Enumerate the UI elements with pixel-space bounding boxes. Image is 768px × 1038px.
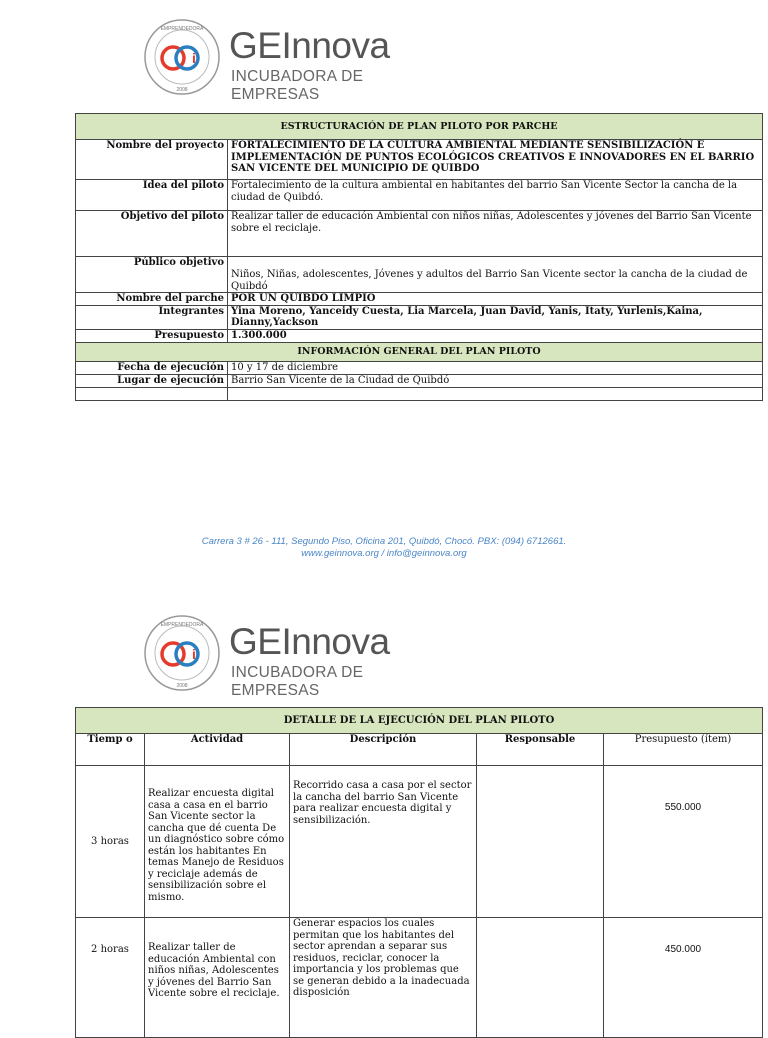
table-row	[76, 293, 763, 306]
row-label: Público objetivo	[76, 257, 228, 293]
geinnova-logo	[143, 18, 413, 103]
brand-subtitle: INCUBADORA DE EMPRESAS	[231, 664, 364, 699]
activity-cell: Realizar encuesta digital casa a casa en el barrio San Vicente sector la cancha que dé cuenta De un diagnóstico sobre cómo están los habitantes En temas Manejo de Residuos y reciclaje además de sensibilización sobre el mismo.	[145, 766, 290, 918]
table-header-row	[76, 734, 763, 766]
svg-text:EMPRENDEDORA: EMPRENDEDORA	[160, 622, 204, 628]
execution-detail-title: DETALLE DE LA EJECUCIÓN DEL PLAN PILOTO	[76, 708, 763, 734]
row-label: Integrantes	[76, 305, 228, 329]
table-row	[76, 140, 763, 180]
table-row	[76, 257, 763, 293]
table-row	[76, 211, 763, 257]
pilot-idea-value: Fortalecimiento de la cultura ambiental en habitantes del barrio San Vicente Sector la cancha de la ciudad de Quibdó.	[228, 180, 763, 211]
plan-structure-title: ESTRUCTURACIÓN DE PLAN PILOTO POR PARCHE	[76, 114, 763, 140]
row-label: Nombre del parche	[76, 293, 228, 306]
geinnova-seal-icon	[143, 18, 221, 96]
row-label: Fecha de ejecución	[76, 361, 228, 374]
responsible-cell	[477, 766, 604, 918]
brand-subtitle: INCUBADORA DE EMPRESAS	[231, 68, 364, 103]
time-cell: 3 horas	[76, 766, 145, 918]
svg-text:2008: 2008	[176, 87, 188, 93]
svg-text:2008: 2008	[176, 683, 188, 689]
table-row	[76, 387, 763, 400]
table-row	[76, 918, 763, 1038]
footer-web: www.geinnova.org / info@geinnova.org	[301, 548, 467, 559]
members-value: Yina Moreno, Yanceidy Cuesta, Lia Marcela, Juan David, Yanis, Itaty, Yurlenis,Kaina, Dianny,Yackson	[228, 305, 763, 329]
table-row	[76, 305, 763, 329]
execution-place-value: Barrio San Vicente de la Ciudad de Quibdó	[228, 374, 763, 387]
execution-date-value: 10 y 17 de diciembre	[228, 361, 763, 374]
geinnova-logo	[143, 614, 413, 699]
brand-name: GEInnova	[229, 621, 390, 662]
row-label: Objetivo del piloto	[76, 211, 228, 257]
col-header-time: Tiemp o	[76, 734, 145, 766]
responsible-cell	[477, 918, 604, 1038]
row-label: Idea del piloto	[76, 180, 228, 211]
budget-cell: 550.000	[604, 766, 763, 918]
group-name-value: POR UN QUIBDO LIMPIO	[228, 293, 763, 306]
svg-text:i: i	[192, 646, 196, 662]
general-info-title: INFORMACIÓN GENERAL DEL PLAN PILOTO	[76, 342, 763, 361]
svg-text:EMPRENDEDORA: EMPRENDEDORA	[160, 26, 204, 32]
footer-address: Carrera 3 # 26 - 111, Segundo Piso, Oficina 201, Quibdó, Chocó. PBX: (094) 6712661.	[201, 536, 567, 547]
description-cell: Recorrido casa a casa por el sector la cancha del barrio San Vicente para realizar encuesta digital y sensibilización.	[290, 766, 477, 918]
target-audience-value: Niños, Niñas, adolescentes, Jóvenes y adultos del Barrio San Vicente sector la cancha de la ciudad de Quibdó	[228, 257, 763, 293]
budget-cell: 450.000	[604, 918, 763, 1038]
activity-cell: Realizar taller de educación Ambiental con niños niñas, Adolescentes y jóvenes del Barrio San Vicente sobre el reciclaje.	[145, 918, 290, 1038]
time-cell: 2 horas	[76, 918, 145, 1038]
row-label: Presupuesto	[76, 329, 228, 342]
svg-text:i: i	[192, 50, 196, 66]
table-row	[76, 766, 763, 918]
description-cell: Generar espacios los cuales permitan que los habitantes del sector aprendan a separar sus residuos, reciclar, conocer la importancia y los problemas que se generan debido a la inadecuada disposición	[290, 918, 477, 1038]
col-header-responsible: Responsable	[477, 734, 604, 766]
budget-value: 1.300.000	[228, 329, 763, 342]
col-header-description: Descripción	[290, 734, 477, 766]
row-label: Nombre del proyecto	[76, 140, 228, 180]
pilot-objective-value: Realizar taller de educación Ambiental con niños niñas, Adolescentes y jóvenes del Barrio San Vicente sobre el reciclaje.	[228, 211, 763, 257]
table-row	[76, 361, 763, 374]
project-name-value: FORTALECIMIENTO DE LA CULTURA AMBIENTAL MEDIANTE SENSIBILIZACIÓN E IMPLEMENTACIÓN DE PUNTOS ECOLÓGICOS CREATIVOS E INNOVADORES EN EL BARRIO SAN VICENTE DEL MUNICIPIO DE QUIBDO	[228, 140, 763, 180]
table-row	[76, 180, 763, 211]
row-label: Lugar de ejecución	[76, 374, 228, 387]
col-header-activity: Actividad	[145, 734, 290, 766]
plan-structure-table	[75, 113, 763, 401]
geinnova-seal-icon	[143, 614, 221, 692]
col-header-budget: Presupuesto (ítem)	[604, 734, 763, 766]
brand-name: GEInnova	[229, 25, 390, 66]
table-row	[76, 374, 763, 387]
execution-detail-table	[75, 707, 763, 1038]
table-row	[76, 329, 763, 342]
